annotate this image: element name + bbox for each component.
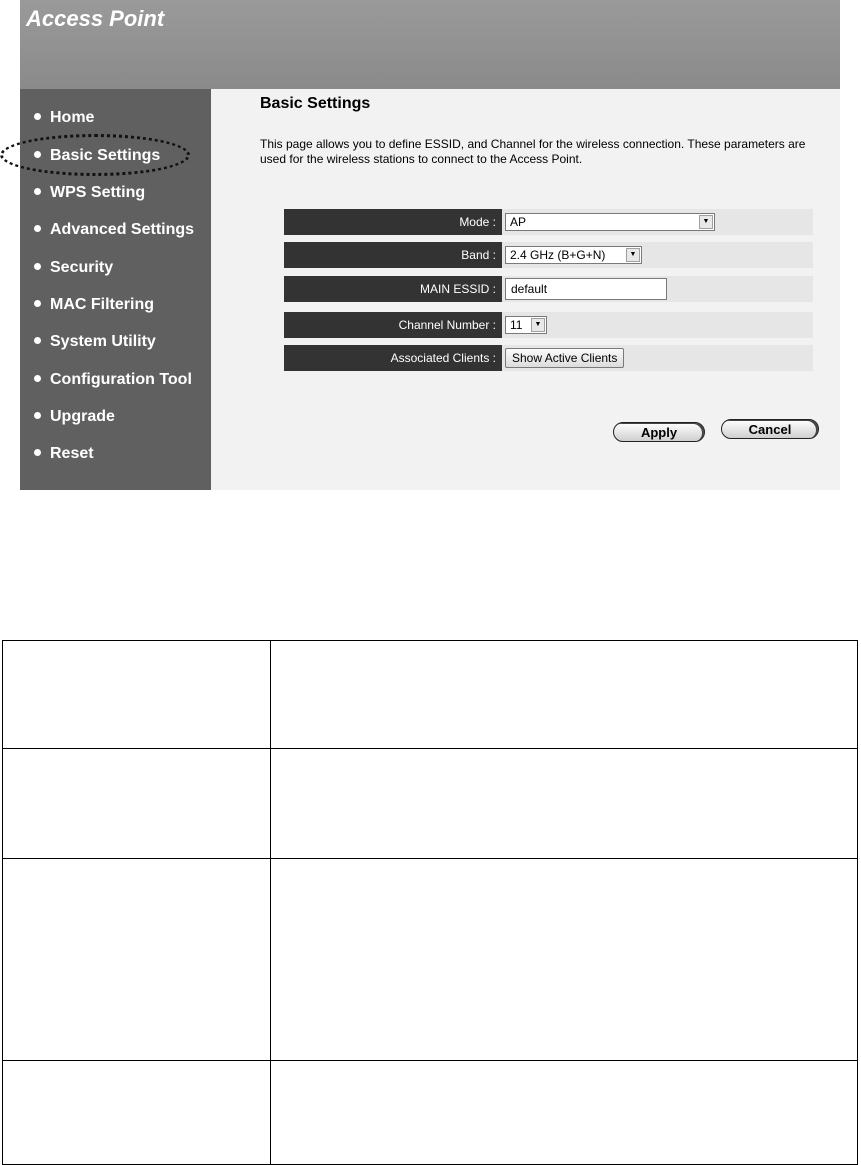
router-admin-screenshot — [20, 0, 840, 490]
mode-cell — [502, 209, 813, 235]
table-cell — [3, 859, 271, 1061]
cancel-button[interactable]: Cancel — [721, 419, 819, 439]
sidebar-item-reset[interactable] — [34, 445, 94, 467]
sidebar-item-label: Upgrade — [50, 408, 115, 425]
sidebar-item-security[interactable] — [34, 259, 113, 281]
channel-label: Channel Number : — [284, 312, 502, 338]
bullet-icon — [34, 375, 41, 382]
sidebar-item-label: Security — [50, 259, 114, 276]
bullet-icon — [34, 412, 41, 419]
sidebar-item-label: Basic Settings — [50, 147, 161, 164]
sidebar-item-basic-settings[interactable] — [34, 147, 160, 169]
table-row — [3, 641, 858, 749]
bullet-icon — [34, 449, 41, 456]
sidebar-item-home[interactable] — [34, 109, 94, 131]
mode-select[interactable] — [505, 213, 715, 231]
page-description: This page allows you to define ESSID, and Channel for the wireless connection. These parameters are used for the wireless stations to connect to the Access Point. — [260, 137, 806, 166]
bullet-icon — [34, 188, 41, 195]
sidebar-item-label: System Utility — [50, 333, 156, 350]
page-title: Basic Settings — [260, 95, 371, 112]
essid-cell — [502, 276, 813, 302]
band-cell — [502, 242, 813, 268]
app-title: Access Point — [26, 6, 165, 31]
apply-button[interactable]: Apply — [613, 422, 705, 442]
table-cell — [271, 641, 858, 749]
bullet-icon — [34, 151, 41, 158]
table-row — [3, 749, 858, 859]
sidebar-item-label: Home — [50, 109, 95, 126]
chevron-down-icon: ▼ — [626, 248, 640, 262]
sidebar-item-label: Reset — [50, 445, 94, 462]
table-cell — [271, 749, 858, 859]
bullet-icon — [34, 263, 41, 270]
main-content — [211, 89, 840, 490]
essid-input[interactable] — [505, 278, 667, 300]
clients-label: Associated Clients : — [284, 345, 502, 371]
sidebar-item-mac-filtering[interactable] — [34, 296, 154, 318]
show-active-clients-button[interactable]: Show Active Clients — [505, 348, 624, 368]
mode-label: Mode : — [284, 209, 502, 235]
clients-cell — [502, 345, 813, 371]
bullet-icon — [34, 113, 41, 120]
sidebar-item-system-utility[interactable] — [34, 333, 156, 355]
table-cell — [3, 641, 271, 749]
sidebar-item-wps-setting[interactable] — [34, 184, 145, 206]
sidebar-item-label: Configuration Tool — [50, 371, 192, 388]
sidebar — [20, 89, 211, 490]
channel-cell — [502, 312, 813, 338]
sidebar-item-label: MAC Filtering — [50, 296, 154, 313]
table-cell — [271, 859, 858, 1061]
sidebar-item-label: Advanced Settings — [50, 221, 195, 238]
bullet-icon — [34, 300, 41, 307]
sidebar-item-advanced-settings[interactable] — [34, 221, 194, 243]
band-value: 2.4 GHz (B+G+N) — [510, 248, 606, 262]
band-select[interactable] — [505, 246, 642, 264]
channel-value: 11 — [510, 318, 523, 332]
sidebar-item-label: WPS Setting — [50, 184, 146, 201]
table-cell — [3, 749, 271, 859]
band-label: Band : — [284, 242, 502, 268]
chevron-down-icon: ▼ — [531, 318, 545, 332]
sidebar-item-upgrade[interactable] — [34, 408, 115, 430]
bullet-icon — [34, 337, 41, 344]
mode-value: AP — [510, 215, 527, 229]
essid-label: MAIN ESSID : — [284, 276, 502, 302]
table-row — [3, 859, 858, 1061]
description-table — [2, 640, 858, 1165]
sidebar-item-configuration-tool[interactable] — [34, 371, 192, 393]
channel-select[interactable] — [505, 316, 547, 334]
header-banner — [20, 0, 840, 89]
chevron-down-icon: ▼ — [699, 215, 713, 229]
bullet-icon — [34, 225, 41, 232]
